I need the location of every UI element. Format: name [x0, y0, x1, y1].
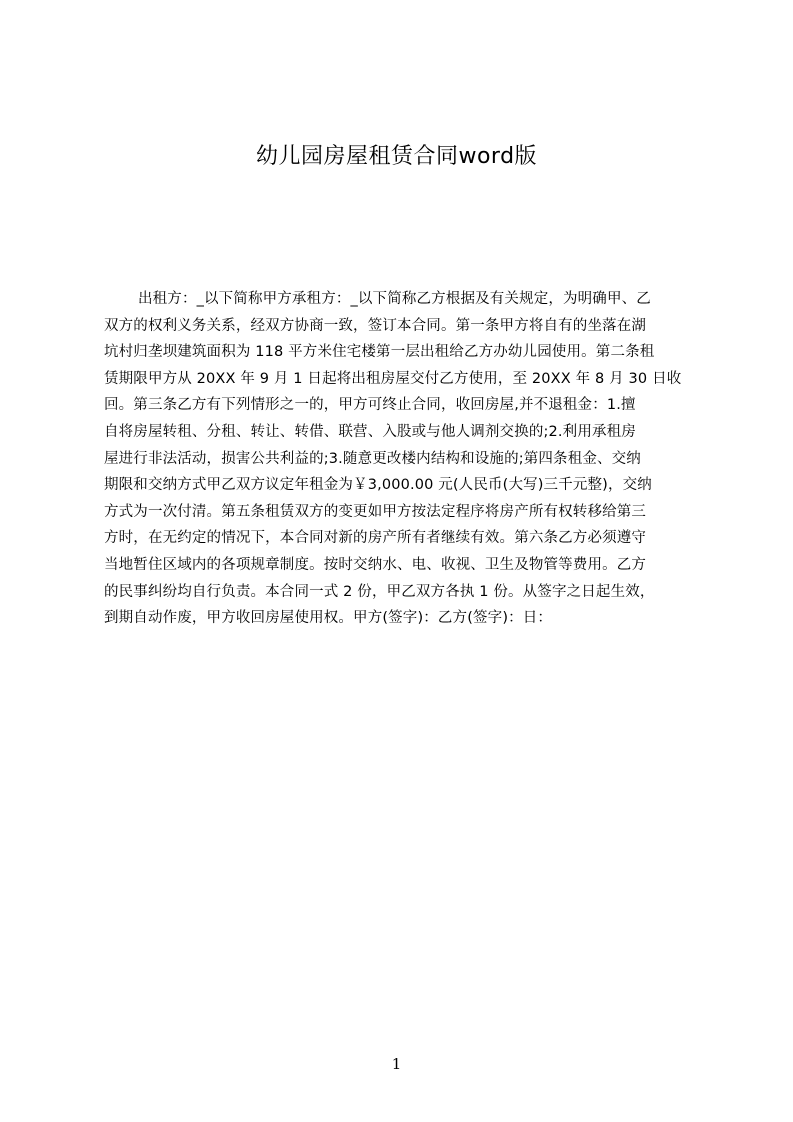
body-line: 方式为一次付清。第五条租赁双方的变更如甲方按法定程序将房产所有权转移给第三 — [104, 503, 647, 520]
body-line: 期限和交纳方式甲乙双方议定年租金为￥3,000.00 元(人民币(大写)三千元整)，交纳 — [104, 477, 652, 494]
body-line: 方时，在无约定的情况下，本合同对新的房产所有者继续有效。第六条乙方必须遵守 — [104, 530, 647, 547]
contract-body — [104, 286, 699, 632]
body-line: 的民事纠纷均自行负责。本合同一式 2 份，甲乙双方各执 1 份。从签字之日起生效， — [104, 583, 655, 600]
body-line: 出租方：_以下简称甲方承租方：_以下简称乙方根据及有关规定，为明确甲、乙 — [138, 291, 651, 307]
body-line: 回。第三条乙方有下列情形之一的，甲方可终止合同，收回房屋,并不退租金：1.擅 — [104, 397, 636, 414]
body-line: 屋进行非法活动，损害公共利益的;3.随意更改楼内结构和设施的;第四条租金、交纳 — [104, 450, 641, 467]
document-title: 幼儿园房屋租赁合同word版 — [255, 144, 538, 169]
body-line: 到期自动作废，甲方收回房屋使用权。甲方(签字)：乙方(签字)：日： — [104, 610, 553, 627]
body-line: 赁期限甲方从 20XX 年 9 月 1 日起将出租房屋交付乙方使用，至 20XX 年 8 月 30 日收 — [104, 370, 682, 387]
page-number: 1 — [391, 1055, 402, 1073]
body-line: 双方的权利义务关系，经双方协商一致，签订本合同。第一条甲方将自有的坐落在湖 — [104, 317, 647, 334]
body-line: 坑村归垄坝建筑面积为 118 平方米住宅楼第一层出租给乙方办幼儿园使用。第二条租 — [104, 344, 655, 361]
body-line: 自将房屋转租、分租、转让、转借、联营、入股或与他人调剂交换的;2.利用承租房 — [104, 423, 636, 440]
body-line: 当地暂住区域内的各项规章制度。按时交纳水、电、收视、卫生及物管等费用。乙方 — [104, 556, 647, 573]
